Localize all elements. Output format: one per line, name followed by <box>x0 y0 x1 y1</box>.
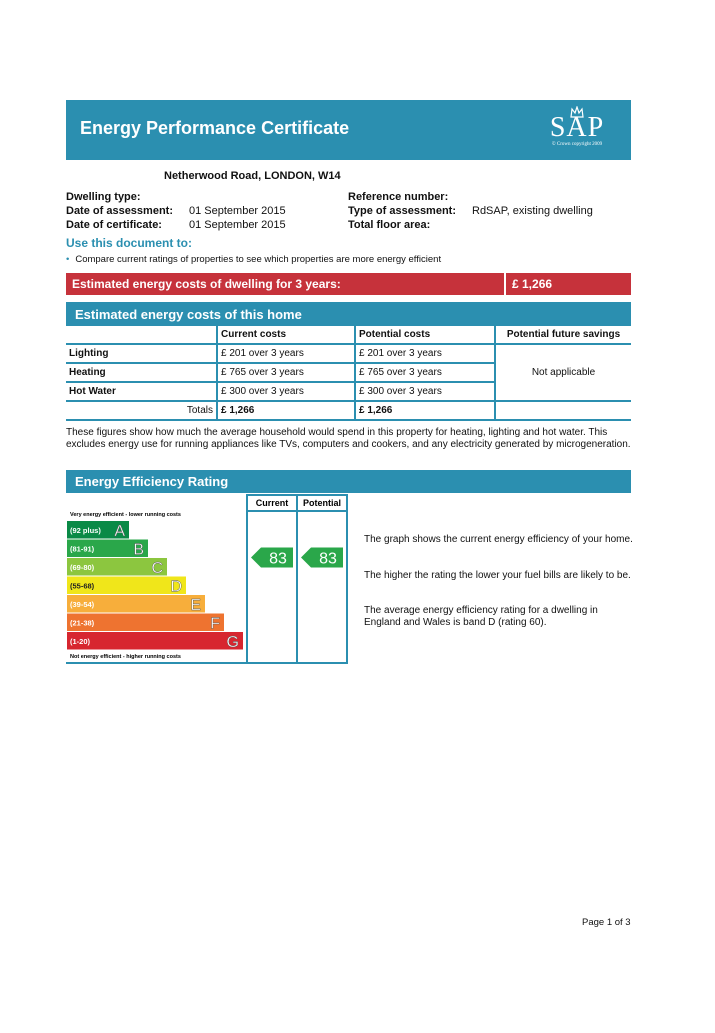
reference-number-label: Reference number: <box>348 191 449 203</box>
band-letter: E <box>190 597 201 614</box>
band-letter: F <box>210 615 220 633</box>
costs-note: These figures show how much the average household would spend in this property for heating, lighting and hot water. This excludes energy use for running appliances like TVs, computers and cookers, and any electricity generated by microgeneration. <box>66 427 631 450</box>
band-range-label: (21-38) <box>70 618 95 628</box>
use-document-bullet: • Compare current ratings of properties to see which properties are more energy efficient <box>66 254 442 265</box>
estimated-costs-value: £ 1,266 <box>512 277 553 291</box>
type-assessment-label: Type of assessment: <box>348 205 457 217</box>
rating-description-3: The average energy efficiency rating for a dwelling in England and Wales is band D (rating 60). <box>364 605 598 628</box>
band-letter: A <box>114 523 125 540</box>
band-range-label: (81-91) <box>70 544 95 554</box>
dwelling-type-label: Dwelling type: <box>66 191 141 203</box>
rating-description-2: The higher the rating the lower your fuel bills are likely to be. <box>364 570 631 581</box>
logo-copyright: © Crown copyright 2009 <box>551 142 603 147</box>
band-g <box>67 632 243 650</box>
crown-icon <box>570 106 584 118</box>
total-current: £ 1,266 <box>217 401 355 420</box>
energy-rating-chart <box>66 494 348 664</box>
band-range-label: (92 plus) <box>70 526 101 535</box>
current-rating-value: 83 <box>269 550 287 568</box>
page-number: Page 1 of 3 <box>582 917 631 928</box>
rating-section-heading: Energy Efficiency Rating <box>66 470 631 493</box>
estimated-costs-bar <box>66 273 631 295</box>
date-assessment-label: Date of assessment: <box>66 205 173 217</box>
band-letter: C <box>151 560 163 577</box>
certificate-header <box>66 100 631 160</box>
current-cost: £ 300 over 3 years <box>217 382 355 401</box>
estimated-costs-label: Estimated energy costs of dwelling for 3 years: <box>72 277 341 291</box>
potential-cost: £ 300 over 3 years <box>355 382 495 401</box>
total-potential: £ 1,266 <box>355 401 495 420</box>
row-label: Lighting <box>66 344 217 363</box>
band-letter: D <box>170 578 182 596</box>
bullet-icon: • <box>66 254 70 265</box>
row-label: Heating <box>66 363 217 382</box>
table-row <box>66 344 631 363</box>
potential-cost: £ 201 over 3 years <box>355 344 495 363</box>
totals-label: Totals <box>66 401 217 420</box>
band-range-label: (69-80) <box>70 563 95 572</box>
sap-logo-text: SAP <box>549 112 605 143</box>
band-range-label: (1-20) <box>70 637 91 646</box>
column-header-potential: Potential costs <box>355 326 495 344</box>
sap-logo <box>537 106 617 156</box>
current-cost: £ 201 over 3 years <box>217 344 355 363</box>
rating-chart-svg <box>66 494 348 664</box>
band-letter: G <box>226 634 239 651</box>
costs-table <box>66 326 631 421</box>
certificate-title: Energy Performance Certificate <box>80 118 350 138</box>
row-label: Hot Water <box>66 382 217 401</box>
current-column-header: Current <box>255 498 289 508</box>
potential-cost: £ 765 over 3 years <box>355 363 495 382</box>
date-assessment-value: 01 September 2015 <box>189 205 286 217</box>
column-header-current: Current costs <box>217 326 355 344</box>
rating-description-1: The graph shows the current energy efficiency of your home. <box>364 534 633 545</box>
band-range-label: (55-68) <box>70 581 95 591</box>
band-letter: B <box>133 541 144 559</box>
potential-rating-value: 83 <box>319 550 337 568</box>
current-cost: £ 765 over 3 years <box>217 363 355 382</box>
costs-section-heading: Estimated energy costs of this home <box>66 302 631 326</box>
totals-row <box>66 401 631 420</box>
date-certificate-label: Date of certificate: <box>66 219 162 231</box>
bar-divider <box>504 273 506 295</box>
potential-column-header: Potential <box>302 498 342 508</box>
savings-cell: Not applicable <box>495 344 631 401</box>
band-range-label: (39-54) <box>70 600 95 609</box>
property-address: Netherwood Road, LONDON, W14 <box>164 170 341 182</box>
date-certificate-value: 01 September 2015 <box>189 219 286 231</box>
bottom-label: Not energy efficient - higher running costs <box>70 654 181 660</box>
column-header-savings: Potential future savings <box>495 326 631 344</box>
type-assessment-value: RdSAP, existing dwelling <box>472 205 593 217</box>
floor-area-label: Total floor area: <box>348 219 431 231</box>
use-document-heading: Use this document to: <box>66 236 193 250</box>
top-label: Very energy efficient - lower running costs <box>70 512 181 518</box>
